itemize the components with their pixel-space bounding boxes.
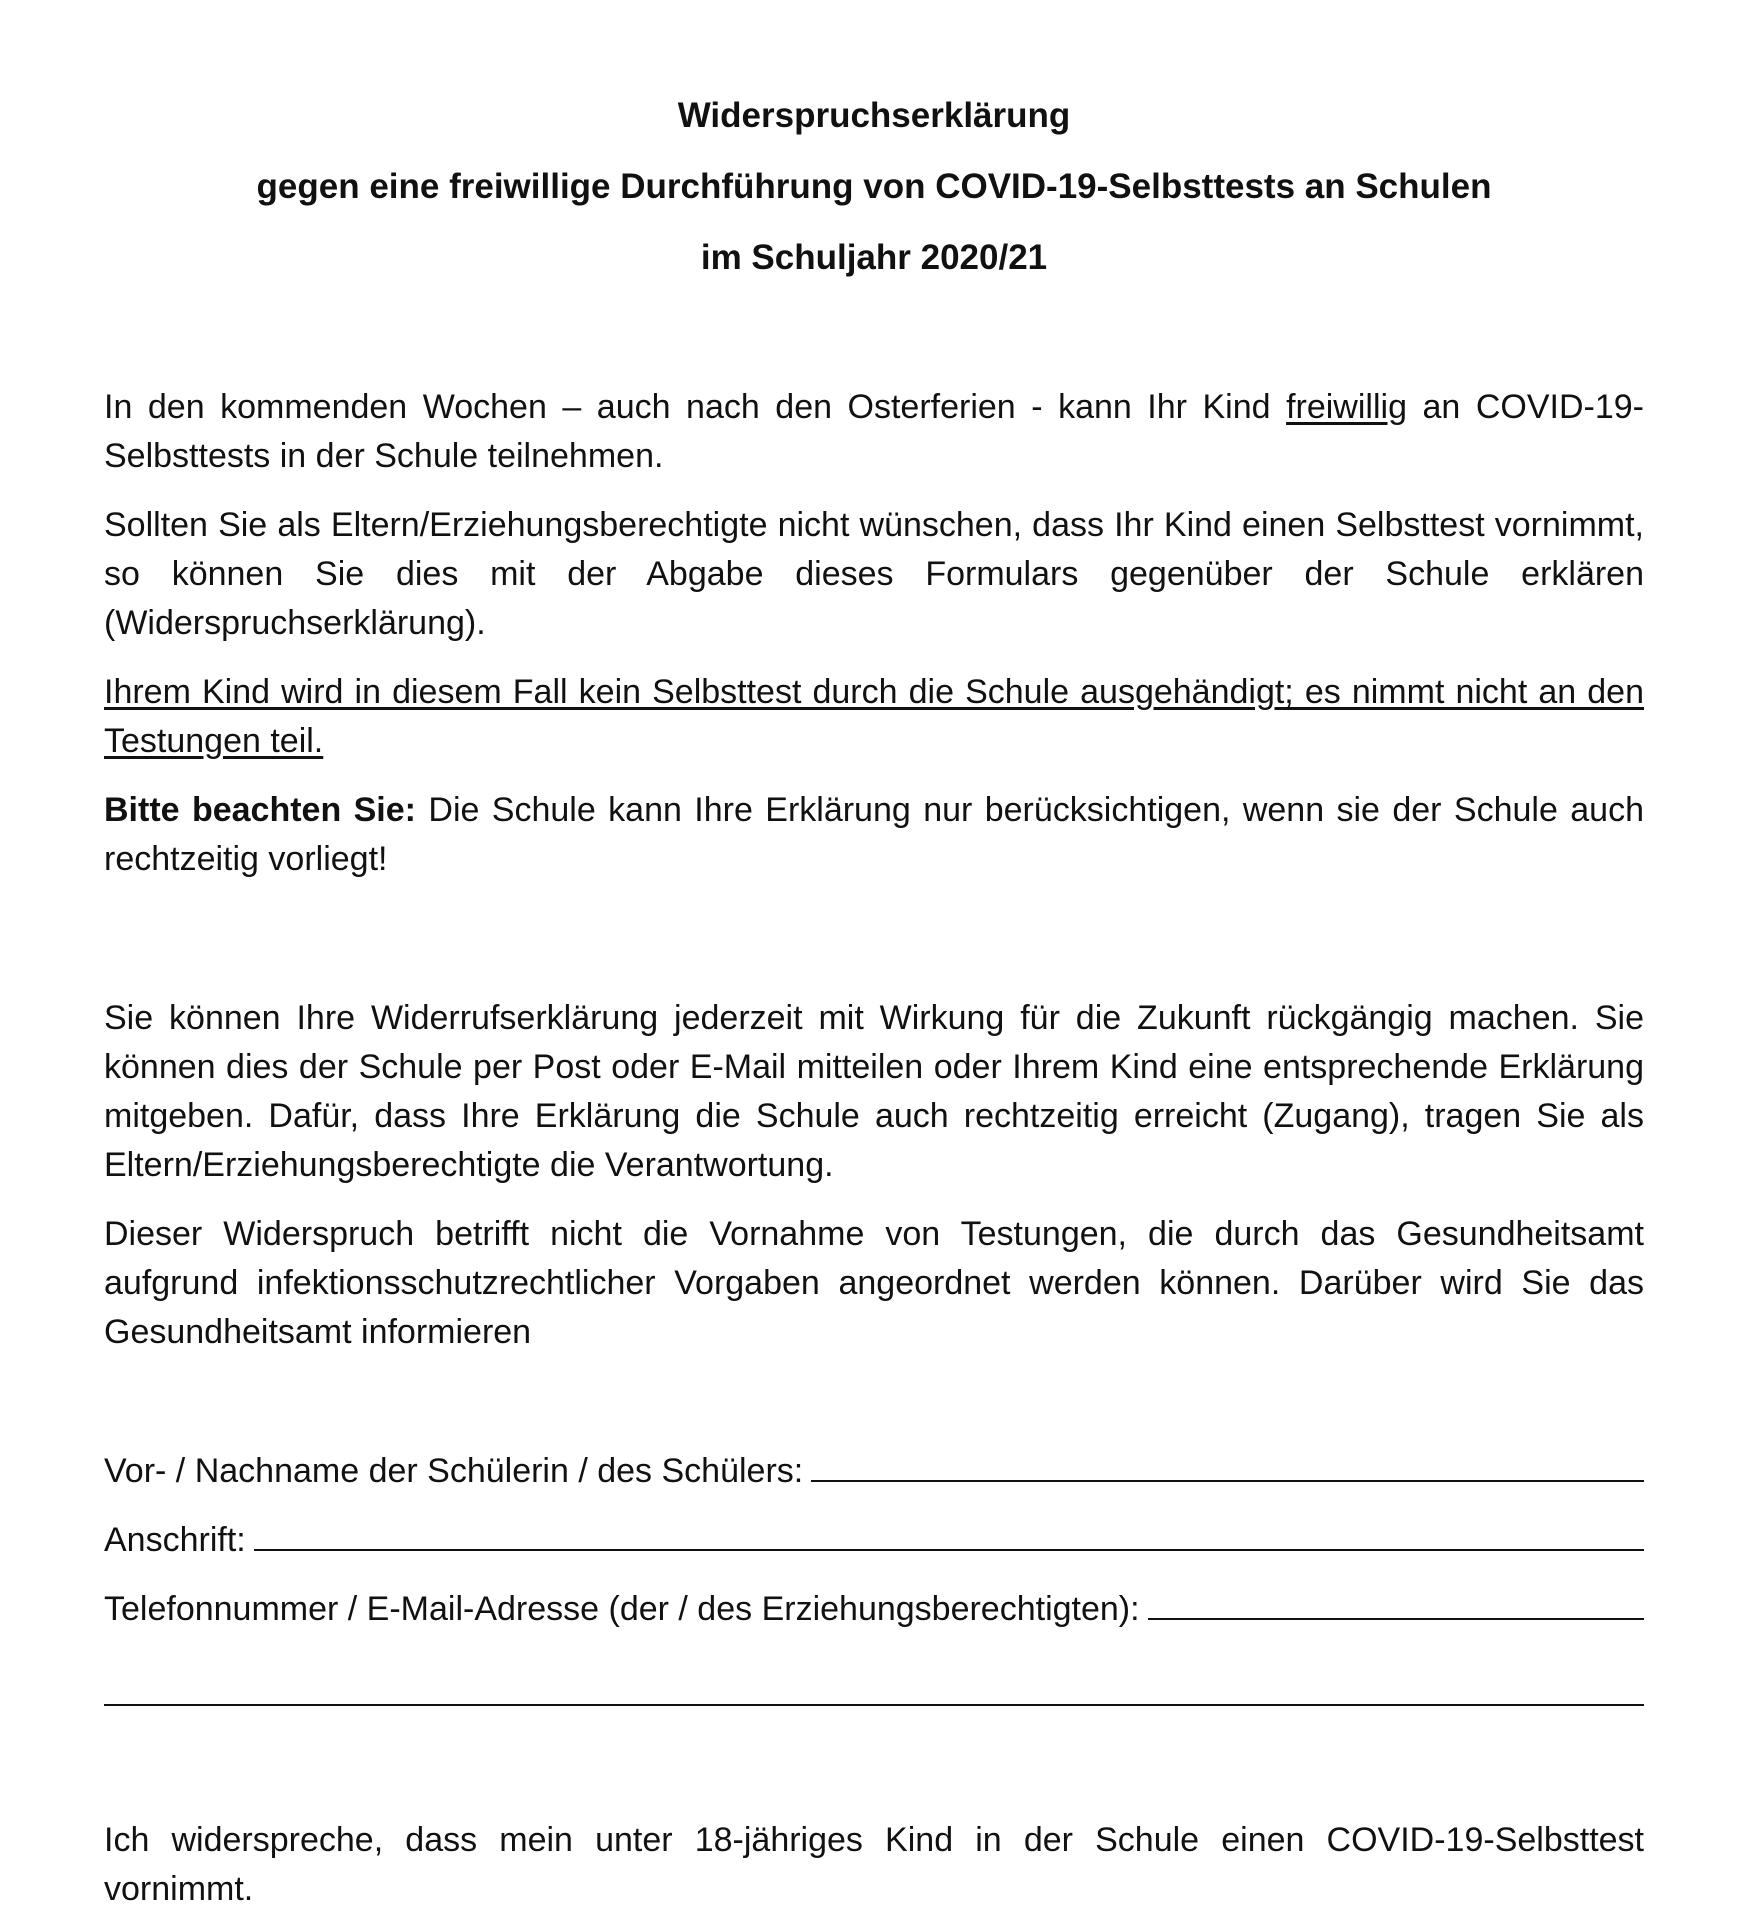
document-school-year: im Schuljahr 2020/21 — [700, 238, 1048, 277]
intro-paragraph — [104, 383, 1644, 481]
intro-underlined-word: freiwillig — [1286, 388, 1407, 426]
notice-bold-lead: Bitte beachten Sie: — [104, 791, 416, 829]
student-name-label: Vor- / Nachname der Schülerin / des Schülers: — [104, 1452, 804, 1490]
notice-text: Die Schule kann Ihre Erklärung nur berücksichtigen, wenn sie der Schule auch rechtzeitig vorliegt! — [104, 791, 1644, 878]
intro-text-end: an COVID-19- Selbsttests in der Schule teilnehmen. — [104, 388, 1644, 475]
health-office-paragraph: Dieser Widerspruch betrifft nicht die Vornahme von Testungen, die durch das Gesundheitsamt aufgrund infektionsschutzrechtlicher Vorgaben angeordnet werden können. Darüber wird Sie das Gesundheitsamt informieren — [104, 1215, 1644, 1351]
document-title: Widerspruchserklärung — [677, 96, 1071, 135]
student-name-line[interactable] — [811, 1450, 1644, 1482]
declaration-paragraph: Ich widerspreche, dass mein unter 18-jähriges Kind in der Schule einen COVID-19-Selbsttest vornimmt. — [104, 1821, 1644, 1908]
form-fields — [104, 1447, 1644, 1706]
address-field[interactable] — [104, 1516, 1644, 1565]
contact-label: Telefonnummer / E-Mail-Adresse (der / des Erziehungsberechtigten): — [104, 1590, 1140, 1628]
address-label: Anschrift: — [104, 1521, 246, 1559]
document-page — [104, 80, 1644, 1914]
document-subtitle: gegen eine freiwillige Durchführung von COVID-19-Selbsttests an Schulen — [256, 167, 1492, 206]
document-title-block — [104, 80, 1644, 293]
address-line[interactable] — [254, 1519, 1644, 1551]
contact-line[interactable] — [1148, 1588, 1644, 1620]
objection-paragraph: Sollten Sie als Eltern/Erziehungsberechtigte nicht wünschen, dass Ihr Kind einen Selbsttest vornimmt, so können Sie dies mit der Abgabe dieses Formulars gegenüber der Schule erklären (Widerspruchserklärung). — [104, 506, 1644, 642]
intro-text-start: In den kommenden Wochen – auch nach den Osterferien - kann Ihr Kind — [104, 388, 1287, 426]
consequence-paragraph: Ihrem Kind wird in diesem Fall kein Selbsttest durch die Schule ausgehändigt; es nimmt nicht an den Testungen teil. — [104, 673, 1644, 760]
contact-field[interactable] — [104, 1585, 1644, 1634]
revocation-paragraph: Sie können Ihre Widerrufserklärung jederzeit mit Wirkung für die Zukunft rückgängig machen. Sie können dies der Schule per Post oder E-Mail mitteilen oder Ihrem Kind eine entsprechende Erklärung mitgeben. Dafür, dass Ihre Erklärung die Schule auch rechtzeitig erreicht (Zugang), tragen Sie als Eltern/Erziehungsberechtigte die Verantwortung. — [104, 999, 1644, 1184]
student-name-field[interactable] — [104, 1447, 1644, 1496]
contact-extra-line[interactable] — [104, 1644, 1644, 1706]
notice-paragraph — [104, 786, 1644, 884]
